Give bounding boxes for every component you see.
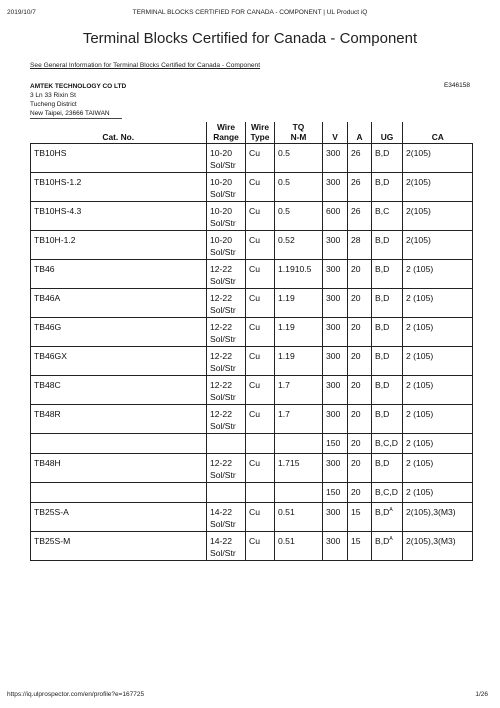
cell-ca: 2(105),3(M3) [403, 503, 473, 532]
col-header-v: V [323, 122, 348, 144]
cell-wire-type: Cu [246, 532, 275, 561]
cell-cat-no: TB46G [31, 318, 207, 347]
cell-voltage: 300 [323, 454, 348, 483]
cell-ug: B,D [372, 231, 403, 260]
cell-voltage: 150 [323, 483, 348, 503]
cell-ug: B,D [372, 405, 403, 434]
cell-tq: 1.19 [275, 289, 323, 318]
table-body [31, 144, 473, 561]
cell-cat-no [31, 434, 207, 454]
cell-voltage: 300 [323, 347, 348, 376]
cell-wire-type: Cu [246, 202, 275, 231]
product-table [30, 122, 473, 561]
cell-cat-no: TB48H [31, 454, 207, 483]
col-header-wire-type: Wire Type [246, 122, 275, 144]
table-row [31, 503, 473, 532]
table-row [31, 260, 473, 289]
cell-wire-type: Cu [246, 503, 275, 532]
table-row [31, 454, 473, 483]
cell-ug: B,D [372, 289, 403, 318]
cell-tq: 0.52 [275, 231, 323, 260]
cell-amperage: 28 [348, 231, 372, 260]
cell-wire-type [246, 434, 275, 454]
cell-cat-no: TB10HS [31, 144, 207, 173]
cell-wire-range: 12-22 Sol/Str [207, 347, 246, 376]
cell-ug: B,D [372, 173, 403, 202]
cell-wire-type: Cu [246, 454, 275, 483]
print-date: 2019/10/7 [7, 9, 36, 16]
cell-voltage: 300 [323, 405, 348, 434]
cell-ug: B,C [372, 202, 403, 231]
cell-ca: 2 (105) [403, 347, 473, 376]
cell-wire-type: Cu [246, 405, 275, 434]
company-address-line1: 3 Ln 33 Rixin St [30, 92, 76, 99]
cell-cat-no: TB10HS-1.2 [31, 173, 207, 202]
cell-ca: 2 (105) [403, 434, 473, 454]
cell-wire-range: 12-22 Sol/Str [207, 260, 246, 289]
ug-footnote-marker: A [389, 507, 393, 514]
cell-voltage: 300 [323, 318, 348, 347]
cell-tq: 1.19 [275, 347, 323, 376]
print-header [7, 9, 493, 19]
cell-wire-type: Cu [246, 144, 275, 173]
cell-ca: 2(105) [403, 173, 473, 202]
cell-tq [275, 434, 323, 454]
cell-cat-no: TB48C [31, 376, 207, 405]
cell-ca: 2(105),3(M3) [403, 532, 473, 561]
cell-voltage: 300 [323, 376, 348, 405]
print-page-number: 1/26 [475, 691, 488, 698]
cell-wire-type: Cu [246, 289, 275, 318]
cell-cat-no [31, 483, 207, 503]
cell-ug: B,D [372, 260, 403, 289]
cell-wire-range: 10-20 Sol/Str [207, 202, 246, 231]
cell-wire-range [207, 434, 246, 454]
cell-tq: 0.51 [275, 503, 323, 532]
table-row [31, 483, 473, 503]
cell-cat-no: TB10H-1.2 [31, 231, 207, 260]
col-header-ca: CA [403, 122, 473, 144]
cell-cat-no: TB46GX [31, 347, 207, 376]
cell-wire-range: 14-22 Sol/Str [207, 503, 246, 532]
table-header-row [31, 122, 473, 144]
cell-wire-range: 10-20 Sol/Str [207, 144, 246, 173]
cell-voltage: 300 [323, 260, 348, 289]
cell-amperage: 20 [348, 260, 372, 289]
cell-tq [275, 483, 323, 503]
cell-ug: B,C,D [372, 434, 403, 454]
cell-voltage: 300 [323, 503, 348, 532]
cell-cat-no: TB46 [31, 260, 207, 289]
cell-ca: 2 (105) [403, 405, 473, 434]
cell-ug: B,D [372, 454, 403, 483]
cell-wire-type: Cu [246, 376, 275, 405]
cell-ug: $B,D^A$ [372, 532, 403, 561]
cell-wire-range: 12-22 Sol/Str [207, 318, 246, 347]
cell-tq: 1.715 [275, 454, 323, 483]
cell-ug: B,D [372, 376, 403, 405]
table-row [31, 434, 473, 454]
company-address-line2: Tucheng District [30, 101, 77, 108]
cell-ca: 2 (105) [403, 376, 473, 405]
cell-tq: 0.5 [275, 144, 323, 173]
cell-amperage: 26 [348, 144, 372, 173]
cell-wire-type [246, 483, 275, 503]
cell-wire-range: 12-22 Sol/Str [207, 289, 246, 318]
cell-voltage: 300 [323, 173, 348, 202]
cell-cat-no: TB25S-A [31, 503, 207, 532]
cell-wire-range: 12-22 Sol/Str [207, 405, 246, 434]
col-header-cat-no: Cat. No. [31, 122, 207, 144]
company-address-line3: New Taipei, 23666 TAIWAN [30, 109, 122, 119]
cell-voltage: 300 [323, 144, 348, 173]
cell-cat-no: TB10HS-4.3 [31, 202, 207, 231]
table-row [31, 318, 473, 347]
cell-amperage: 20 [348, 347, 372, 376]
print-page-title: TERMINAL BLOCKS CERTIFIED FOR CANADA - COMPONENT | UL Product iQ [132, 9, 368, 16]
col-header-tq: TQ N-M [275, 122, 323, 144]
page-title: Terminal Blocks Certified for Canada - Component [82, 30, 418, 47]
table-row [31, 405, 473, 434]
cell-ca: 2(105) [403, 231, 473, 260]
cell-tq: 1.19 [275, 318, 323, 347]
col-header-a: A [348, 122, 372, 144]
cell-wire-range: 12-22 Sol/Str [207, 454, 246, 483]
cell-wire-type: Cu [246, 260, 275, 289]
ug-footnote-marker: A [389, 536, 393, 543]
col-header-wire-range: Wire Range [207, 122, 246, 144]
cell-voltage: 300 [323, 289, 348, 318]
table-row [31, 376, 473, 405]
cell-ca: 2(105) [403, 144, 473, 173]
cell-tq: 0.5 [275, 173, 323, 202]
cell-ug: B,C,D [372, 483, 403, 503]
cell-tq: 0.51 [275, 532, 323, 561]
cell-wire-range: 12-22 Sol/Str [207, 376, 246, 405]
table-row [31, 173, 473, 202]
cell-wire-range: 10-20 Sol/Str [207, 173, 246, 202]
cell-amperage: 26 [348, 202, 372, 231]
table-row [31, 202, 473, 231]
cell-ca: 2 (105) [403, 483, 473, 503]
cell-ug: B,D [372, 347, 403, 376]
cell-ug: $B,D^A$ [372, 503, 403, 532]
cell-cat-no: TB25S-M [31, 532, 207, 561]
general-information-link[interactable]: See General Information for Terminal Blocks Certified for Canada - Component [30, 62, 261, 69]
table-row [31, 532, 473, 561]
cell-ug: B,D [372, 318, 403, 347]
cell-cat-no: TB46A [31, 289, 207, 318]
table-row [31, 231, 473, 260]
cell-amperage: 20 [348, 376, 372, 405]
cell-wire-range: 14-22 Sol/Str [207, 532, 246, 561]
cell-wire-range: 10-20 Sol/Str [207, 231, 246, 260]
cell-amperage: 20 [348, 483, 372, 503]
cell-wire-range [207, 483, 246, 503]
table-row [31, 144, 473, 173]
cell-cat-no: TB48R [31, 405, 207, 434]
cell-voltage: 150 [323, 434, 348, 454]
cell-wire-type: Cu [246, 173, 275, 202]
table-row [31, 289, 473, 318]
cell-ca: 2 (105) [403, 289, 473, 318]
cell-ca: 2 (105) [403, 318, 473, 347]
cell-amperage: 15 [348, 532, 372, 561]
table-row [31, 347, 473, 376]
cell-ug: B,D [372, 144, 403, 173]
cell-amperage: 20 [348, 405, 372, 434]
print-url: https://iq.ulprospector.com/en/profile?e=167725 [7, 691, 145, 698]
company-block [30, 82, 126, 119]
cell-wire-type: Cu [246, 231, 275, 260]
cell-amperage: 20 [348, 434, 372, 454]
cell-voltage: 600 [323, 202, 348, 231]
cell-wire-type: Cu [246, 318, 275, 347]
cell-amperage: 20 [348, 289, 372, 318]
col-header-ug: UG [372, 122, 403, 144]
cell-amperage: 20 [348, 318, 372, 347]
cell-voltage: 300 [323, 231, 348, 260]
cell-voltage: 300 [323, 532, 348, 561]
company-name: AMTEK TECHNOLOGY CO LTD [30, 83, 127, 90]
cell-wire-type: Cu [246, 347, 275, 376]
file-number: E346158 [443, 82, 470, 89]
cell-tq: 1.7 [275, 405, 323, 434]
cell-ca: 2 (105) [403, 454, 473, 483]
cell-amperage: 20 [348, 454, 372, 483]
cell-tq: 0.5 [275, 202, 323, 231]
cell-tq: 1.1910.5 [275, 260, 323, 289]
cell-ca: 2(105) [403, 202, 473, 231]
cell-ca: 2 (105) [403, 260, 473, 289]
cell-amperage: 15 [348, 503, 372, 532]
cell-tq: 1.7 [275, 376, 323, 405]
print-footer [7, 691, 493, 701]
cell-amperage: 26 [348, 173, 372, 202]
